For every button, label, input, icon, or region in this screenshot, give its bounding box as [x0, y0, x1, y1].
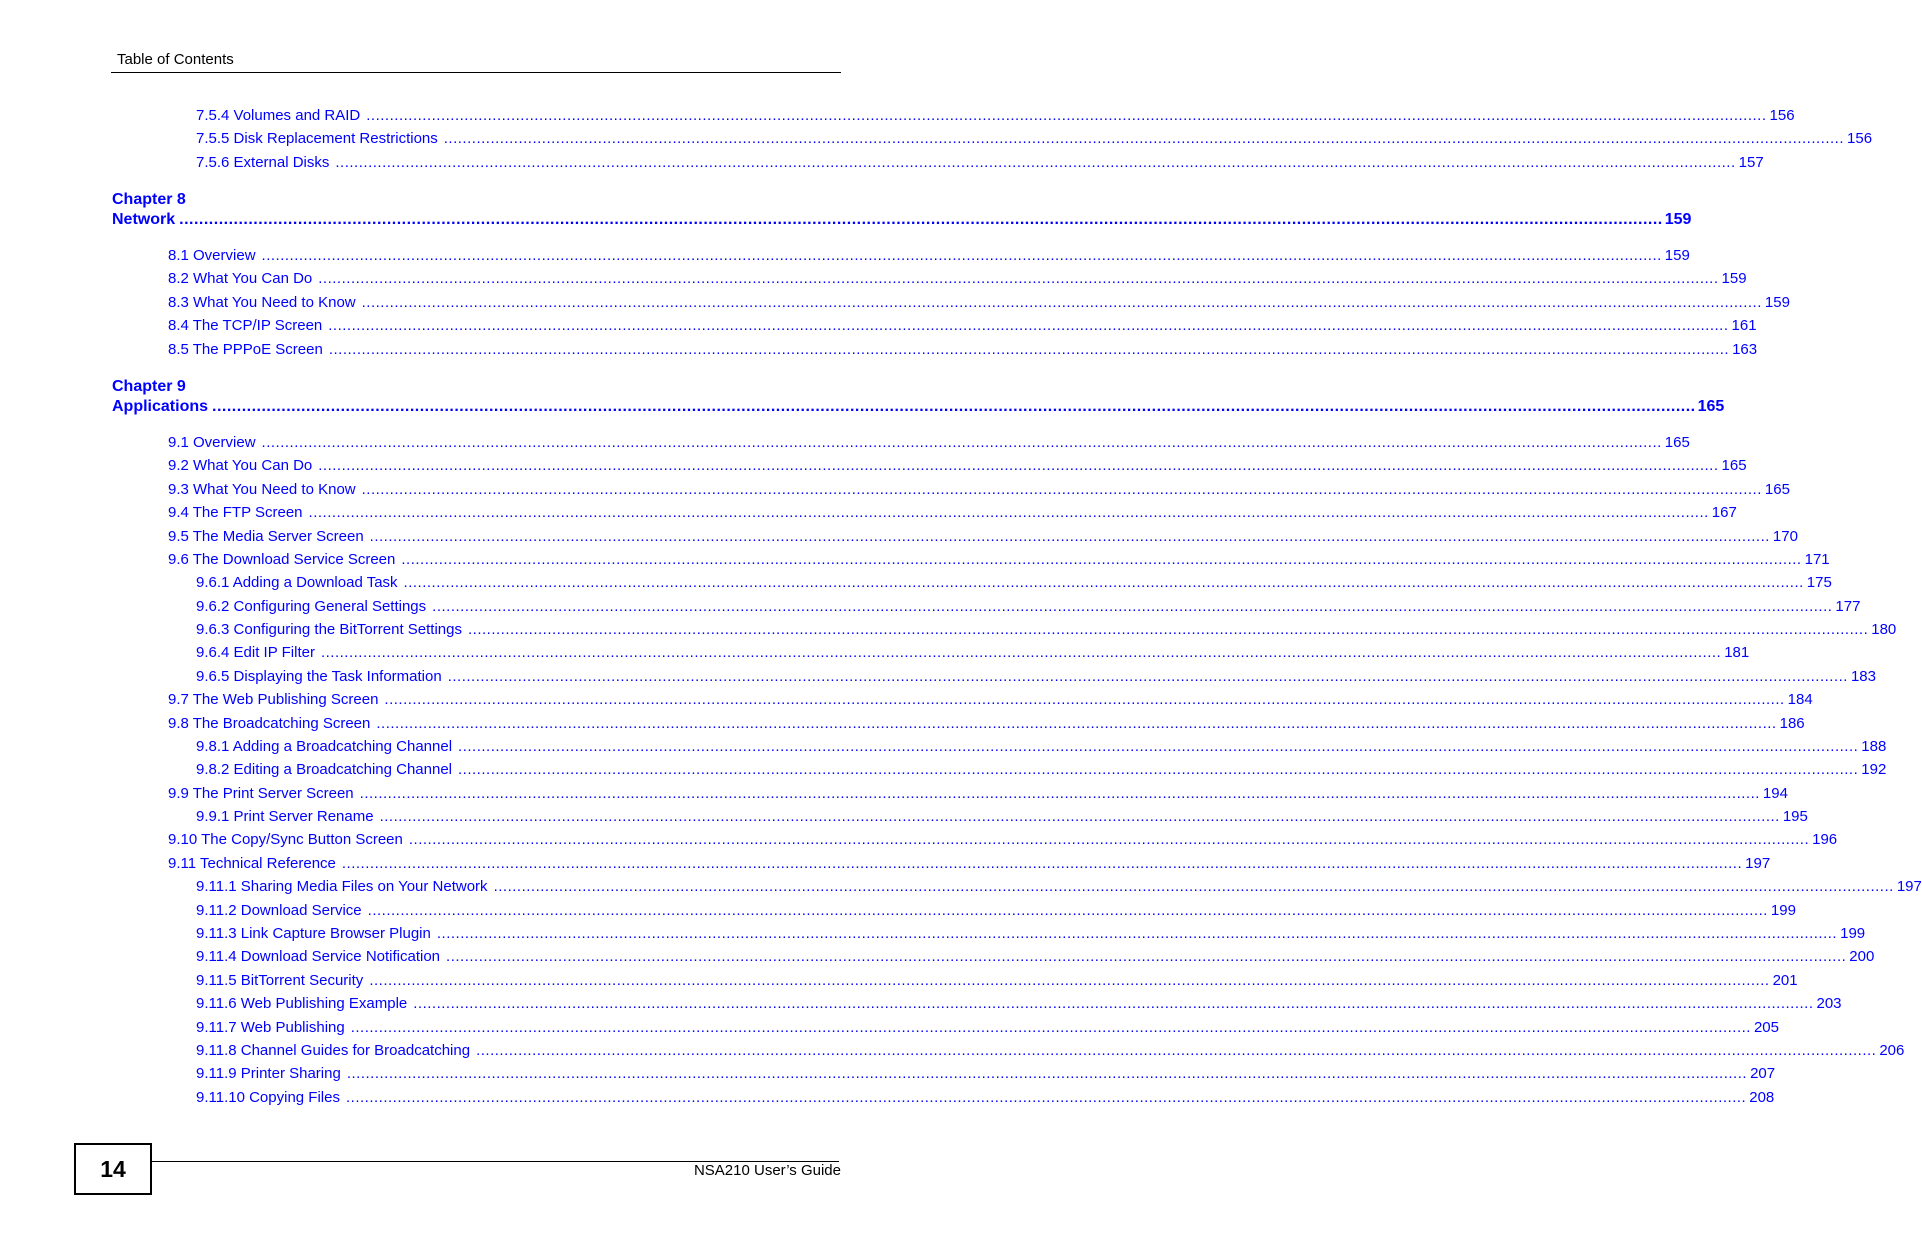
toc-entry-label: 9.5 The Media Server Screen [168, 527, 364, 545]
toc-entry-label: 9.11 Technical Reference [168, 854, 336, 872]
toc-entry-label: 9.8.2 Editing a Broadcatching Channel [196, 761, 453, 779]
toc-leader-dots: ............................................................................................................................................................................................................................................................................................................ [261, 247, 1662, 264]
toc-leader-dots: ............................................................................................................................................................................................................................................................................................................ [212, 398, 1696, 415]
toc-entry-label: 9.9.1 Print Server Rename [196, 808, 374, 826]
toc-entry[interactable] [168, 527, 1798, 546]
toc-entry[interactable] [168, 457, 1747, 475]
toc-entry[interactable] [196, 1041, 1905, 1060]
chapter-8-label: Chapter 8 [112, 191, 186, 208]
toc-leader-dots: ............................................................................................................................................................................................................................................................................................................ [458, 761, 1859, 779]
toc-entry-page: 197 [1745, 854, 1771, 872]
toc-entry-page: 159 [1721, 270, 1747, 288]
toc-leader-dots: ............................................................................................................................................................................................................................................................................................................ [403, 574, 1804, 592]
toc-entry-page: 165 [1721, 457, 1747, 475]
chapter-8-title-entry[interactable] [112, 210, 1692, 229]
toc-entry[interactable] [196, 995, 1842, 1013]
toc-entry-label: 9.8 The Broadcatching Screen [168, 714, 371, 732]
toc-entry[interactable] [168, 340, 1758, 359]
toc-entry[interactable] [196, 1018, 1779, 1037]
toc-entry[interactable] [168, 831, 1838, 849]
toc-leader-dots: ............................................................................................................................................................................................................................................................................................................ [359, 784, 1760, 802]
toc-entry[interactable] [196, 154, 1764, 172]
toc-entry-label: 8.3 What You Need to Know [168, 293, 356, 311]
toc-entry-page: 156 [1847, 130, 1873, 147]
chapter-page: 159 [1664, 211, 1692, 228]
toc-entry-page: 196 [1812, 831, 1838, 849]
toc-leader-dots: ............................................................................................................................................................................................................................................................................................................ [436, 924, 1838, 942]
chapter-9-title-entry[interactable] [112, 397, 1725, 416]
header-title: Table of Contents [117, 51, 234, 68]
toc-leader-dots: ............................................................................................................................................................................................................................................................................................................ [179, 211, 1663, 228]
toc-entry-label: 9.11.7 Web Publishing [196, 1018, 345, 1036]
toc-entry-page: 192 [1861, 761, 1887, 779]
toc-entry-page: 186 [1779, 714, 1805, 732]
toc-entry[interactable] [196, 737, 1887, 756]
toc-entry-page: 200 [1849, 948, 1875, 966]
toc-entry-label: 7.5.6 External Disks [196, 154, 330, 171]
toc-entry-page: 183 [1850, 667, 1876, 685]
toc-entry-label: 9.6.2 Configuring General Settings [196, 597, 427, 615]
page-number-box: 14 [74, 1143, 152, 1195]
toc-leader-dots: ............................................................................................................................................................................................................................................................................................................ [308, 504, 1709, 522]
toc-entry-page: 201 [1772, 971, 1798, 989]
toc-entry-label: 9.11.6 Web Publishing Example [196, 995, 408, 1013]
toc-entry-label: 9.2 What You Can Do [168, 457, 313, 475]
toc-entry-page: 184 [1787, 691, 1813, 709]
toc-entry-page: 157 [1738, 154, 1764, 171]
toc-leader-dots: ............................................................................................................................................................................................................................................................................................................ [458, 737, 1859, 755]
toc-entry-page: 195 [1782, 808, 1808, 826]
toc-entry-page: 194 [1762, 784, 1788, 802]
toc-entry[interactable] [196, 808, 1808, 826]
toc-entry-page: 170 [1772, 527, 1798, 545]
toc-entry-label: 9.11.4 Download Service Notification [196, 948, 441, 966]
toc-entry[interactable] [196, 924, 1866, 943]
toc-entry-label: 9.4 The FTP Screen [168, 504, 303, 522]
toc-entry[interactable] [196, 107, 1795, 125]
toc-leader-dots: ............................................................................................................................................................................................................................................................................................................ [476, 1041, 1877, 1059]
toc-entry[interactable] [168, 691, 1813, 709]
toc-entry-page: 156 [1769, 107, 1795, 124]
toc-leader-dots: ............................................................................................................................................................................................................................................................................................................ [379, 808, 1780, 826]
toc-entry-page: 207 [1750, 1065, 1776, 1083]
toc-leader-dots: ............................................................................................................................................................................................................................................................................................................ [328, 317, 1729, 335]
toc-entry-label: 8.1 Overview [168, 247, 256, 264]
toc-leader-dots: ............................................................................................................................................................................................................................................................................................................ [446, 948, 1847, 966]
toc-leader-dots: ............................................................................................................................................................................................................................................................................................................ [408, 831, 1810, 849]
toc-entry-page: 206 [1879, 1041, 1905, 1059]
toc-leader-dots: ............................................................................................................................................................................................................................................................................................................ [369, 971, 1770, 989]
toc-entry-page: 161 [1731, 317, 1757, 335]
toc-entry-label: 7.5.5 Disk Replacement Restrictions [196, 130, 438, 147]
toc-entry[interactable] [196, 1065, 1776, 1083]
toc-entry[interactable] [196, 621, 1897, 639]
toc-entry-page: 171 [1804, 550, 1830, 568]
chapter-9-label: Chapter 9 [112, 378, 186, 395]
toc-entry-page: 197 [1896, 878, 1922, 896]
toc-entry-page: 205 [1753, 1018, 1779, 1036]
toc-leader-dots: ............................................................................................................................................................................................................................................................................................................ [401, 550, 1802, 568]
toc-entry-page: 177 [1835, 597, 1861, 615]
toc-entry-label: 9.6.4 Edit IP Filter [196, 644, 315, 662]
toc-entry-label: 9.7 The Web Publishing Screen [168, 691, 379, 709]
toc-entry[interactable] [168, 247, 1690, 265]
toc-leader-dots: ............................................................................................................................................................................................................................................................................................................ [376, 714, 1777, 732]
toc-leader-dots: ............................................................................................................................................................................................................................................................................................................ [361, 480, 1762, 498]
chapter-title: Network [112, 211, 176, 228]
toc-entry[interactable] [196, 667, 1876, 686]
chapter-title: Applications [112, 398, 209, 415]
toc-entry[interactable] [168, 550, 1830, 569]
chapter-page: 165 [1697, 398, 1725, 415]
toc-entry-label: 9.8.1 Adding a Broadcatching Channel [196, 737, 453, 755]
toc-entry[interactable] [196, 574, 1832, 592]
toc-leader-dots: ............................................................................................................................................................................................................................................................................................................ [367, 901, 1768, 919]
toc-leader-dots: ............................................................................................................................................................................................................................................................................................................ [413, 995, 1814, 1013]
toc-entry-page: 208 [1749, 1088, 1775, 1106]
toc-entry-page: 165 [1764, 480, 1790, 498]
toc-entry-label: 9.1 Overview [168, 434, 256, 451]
toc-entry[interactable] [196, 948, 1875, 966]
toc-entry[interactable] [168, 480, 1790, 499]
toc-entry-label: 8.2 What You Can Do [168, 270, 313, 288]
toc-entry-label: 9.11.3 Link Capture Browser Plugin [196, 924, 431, 942]
toc-entry-page: 188 [1861, 737, 1887, 755]
footer-guide-title: NSA210 User’s Guide [693, 1162, 841, 1179]
toc-leader-dots: ............................................................................................................................................................................................................................................................................................................ [366, 107, 1767, 124]
header-divider [111, 72, 841, 73]
toc-leader-dots: ............................................................................................................................................................................................................................................................................................................ [384, 691, 1785, 709]
toc-entry[interactable] [196, 761, 1887, 779]
toc-entry[interactable] [168, 854, 1771, 873]
toc-leader-dots: ............................................................................................................................................................................................................................................................................................................ [443, 130, 1845, 147]
toc-entry-page: 159 [1664, 247, 1690, 264]
toc-entry[interactable] [168, 714, 1805, 733]
toc-entry[interactable] [168, 270, 1747, 288]
toc-entry-page: 165 [1664, 434, 1690, 451]
toc-entry-label: 8.4 The TCP/IP Screen [168, 317, 323, 335]
toc-leader-dots: ............................................................................................................................................................................................................................................................................................................ [350, 1018, 1751, 1036]
toc-entry[interactable] [196, 1088, 1775, 1107]
toc-entry-label: 9.6.3 Configuring the BitTorrent Settings [196, 621, 462, 639]
toc-entry-page: 180 [1871, 621, 1897, 639]
toc-entry-label: 9.6.5 Displaying the Task Information [196, 667, 442, 685]
toc-entry-label: 8.5 The PPPoE Screen [168, 340, 323, 358]
toc-leader-dots: ............................................................................................................................................................................................................................................................................................................ [361, 293, 1762, 311]
toc-entry[interactable] [196, 971, 1798, 990]
toc-entry[interactable] [196, 878, 1922, 896]
toc-entry-label: 9.6.1 Adding a Download Task [196, 574, 398, 592]
toc-entry-page: 181 [1724, 644, 1750, 662]
toc-leader-dots: ............................................................................................................................................................................................................................................................................................................ [320, 644, 1722, 662]
toc-leader-dots: ............................................................................................................................................................................................................................................................................................................ [369, 527, 1770, 545]
toc-entry-label: 9.11.8 Channel Guides for Broadcatching [196, 1041, 471, 1059]
toc-entry[interactable] [168, 293, 1790, 312]
toc-entry-page: 159 [1764, 293, 1790, 311]
toc-leader-dots: ............................................................................................................................................................................................................................................................................................................ [261, 434, 1662, 451]
toc-entry-label: 9.11.10 Copying Files [196, 1088, 340, 1106]
toc-entry-page: 163 [1732, 340, 1758, 358]
toc-entry-page: 167 [1711, 504, 1737, 522]
toc-leader-dots: ............................................................................................................................................................................................................................................................................................................ [335, 154, 1736, 171]
toc-entry-page: 175 [1806, 574, 1832, 592]
toc-entry[interactable] [168, 504, 1737, 522]
toc-leader-dots: ............................................................................................................................................................................................................................................................................................................ [318, 457, 1719, 475]
toc-entry-page: 203 [1816, 995, 1842, 1013]
toc-entry-label: 9.11.5 BitTorrent Security [196, 971, 364, 989]
toc-entry[interactable] [168, 317, 1757, 335]
toc-leader-dots: ............................................................................................................................................................................................................................................................................................................ [468, 621, 1869, 639]
toc-entry-label: 9.11.1 Sharing Media Files on Your Network [196, 878, 488, 896]
toc-entry[interactable] [196, 644, 1750, 662]
toc-entry[interactable] [196, 597, 1861, 616]
toc-leader-dots: ............................................................................................................................................................................................................................................................................................................ [493, 878, 1894, 896]
toc-leader-dots: ............................................................................................................................................................................................................................................................................................................ [432, 597, 1833, 615]
toc-entry[interactable] [196, 130, 1873, 148]
toc-leader-dots: ............................................................................................................................................................................................................................................................................................................ [345, 1088, 1747, 1106]
toc-entry[interactable] [168, 434, 1690, 452]
toc-leader-dots: ............................................................................................................................................................................................................................................................................................................ [328, 340, 1730, 358]
toc-entry-label: 9.11.9 Printer Sharing [196, 1065, 341, 1083]
toc-entry-label: 9.11.2 Download Service [196, 901, 362, 919]
toc-entry-page: 199 [1770, 901, 1796, 919]
toc-entry-label: 9.9 The Print Server Screen [168, 784, 354, 802]
toc-leader-dots: ............................................................................................................................................................................................................................................................................................................ [318, 270, 1719, 288]
toc-leader-dots: ............................................................................................................................................................................................................................................................................................................ [341, 854, 1743, 872]
toc-entry[interactable] [196, 901, 1796, 920]
toc-entry-page: 199 [1840, 924, 1866, 942]
toc-entry[interactable] [168, 784, 1788, 803]
toc-leader-dots: ............................................................................................................................................................................................................................................................................................................ [346, 1065, 1748, 1083]
toc-entry-label: 9.6 The Download Service Screen [168, 550, 396, 568]
toc-entry-label: 7.5.4 Volumes and RAID [196, 107, 361, 124]
toc-entry-label: 9.3 What You Need to Know [168, 480, 356, 498]
toc-entry-label: 9.10 The Copy/Sync Button Screen [168, 831, 403, 849]
toc-leader-dots: ............................................................................................................................................................................................................................................................................................................ [447, 667, 1848, 685]
